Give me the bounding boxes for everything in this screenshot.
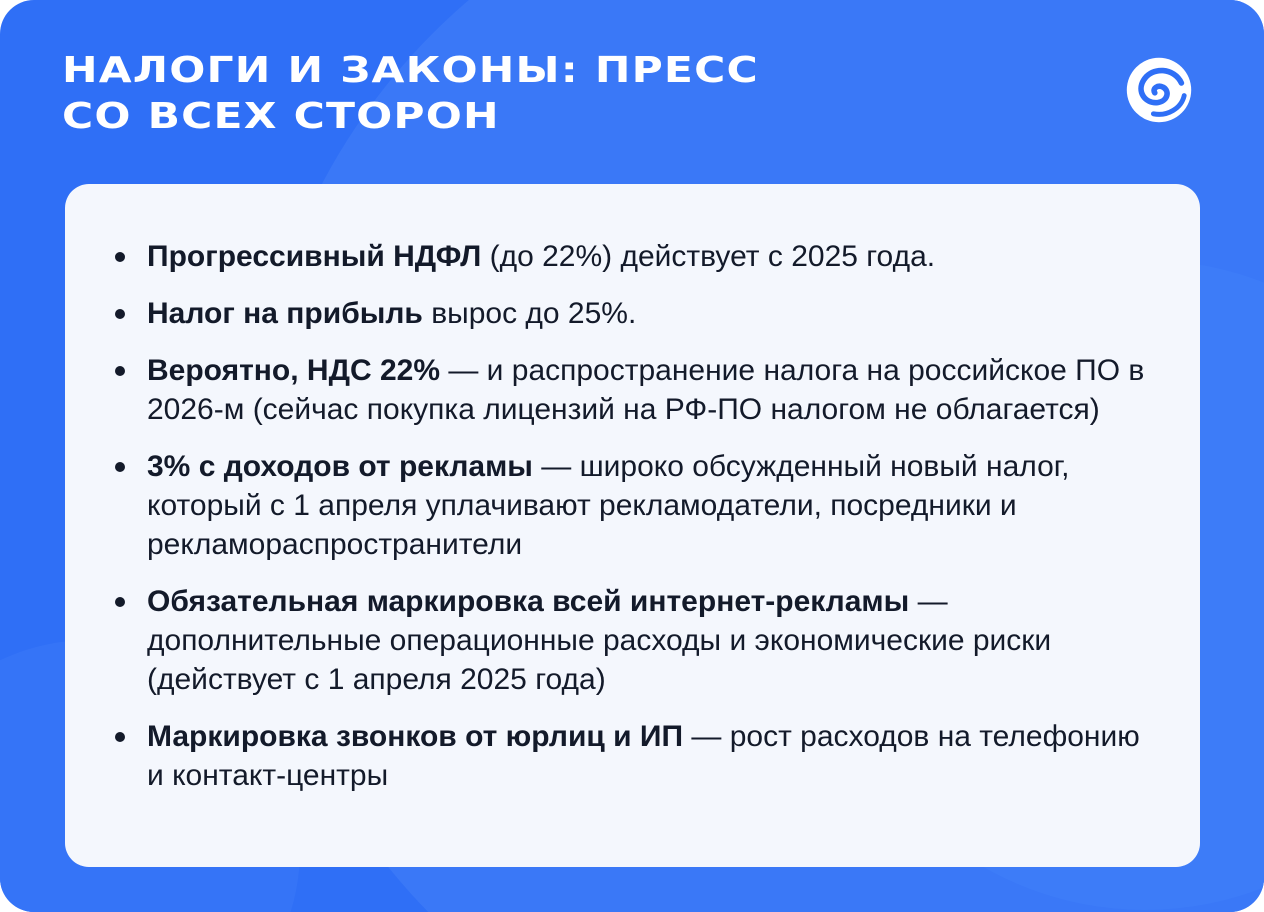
- item-text: — дополнительные операционные расходы и экономические риски (действует с 1 апреля 2025 года): [147, 585, 1052, 696]
- list-item: [147, 447, 1157, 564]
- bullet-icon: [115, 366, 125, 376]
- list-item: [147, 717, 1157, 795]
- item-text: — рост расходов на телефонию и контакт-центры: [147, 720, 1140, 792]
- title-line-2: СО ВСЕХ СТОРОН: [62, 96, 500, 137]
- bullet-icon: [115, 252, 125, 262]
- item-bold-text: Маркировка звонков от юрлиц и ИП: [147, 720, 684, 753]
- bullet-icon: [115, 462, 125, 472]
- bullet-icon: [115, 309, 125, 319]
- list-item: [147, 294, 1157, 333]
- item-bold-text: Обязательная маркировка всей интернет-рекламы: [147, 585, 910, 618]
- bullet-icon: [115, 732, 125, 742]
- bullet-list: [147, 237, 1157, 813]
- swirl-logo-icon: [1124, 55, 1194, 125]
- list-item: [147, 237, 1157, 276]
- item-text: (до 22%) действует с 2025 года.: [481, 240, 936, 273]
- title-line-1: НАЛОГИ И ЗАКОНЫ: ПРЕСС: [62, 50, 759, 91]
- bullet-icon: [115, 597, 125, 607]
- slide-title: [62, 48, 759, 140]
- list-item: [147, 582, 1157, 699]
- item-text: — и распространение налога на российское ПО в 2026-м (сейчас покупка лицензий на РФ-ПО налогом не облагается): [147, 354, 1145, 426]
- item-bold-text: 3% с доходов от рекламы: [147, 450, 533, 483]
- item-bold-text: Налог на прибыль: [147, 297, 423, 330]
- item-text: вырос до 25%.: [422, 297, 637, 330]
- item-bold-text: Вероятно, НДС 22%: [147, 354, 440, 387]
- item-text: — широко обсужденный новый налог, который с 1 апреля уплачивают рекламодатели, посредники и рекламораспространители: [147, 450, 1070, 561]
- content-panel: [65, 184, 1200, 867]
- item-bold-text: Прогрессивный НДФЛ: [147, 240, 482, 273]
- list-item: [147, 351, 1157, 429]
